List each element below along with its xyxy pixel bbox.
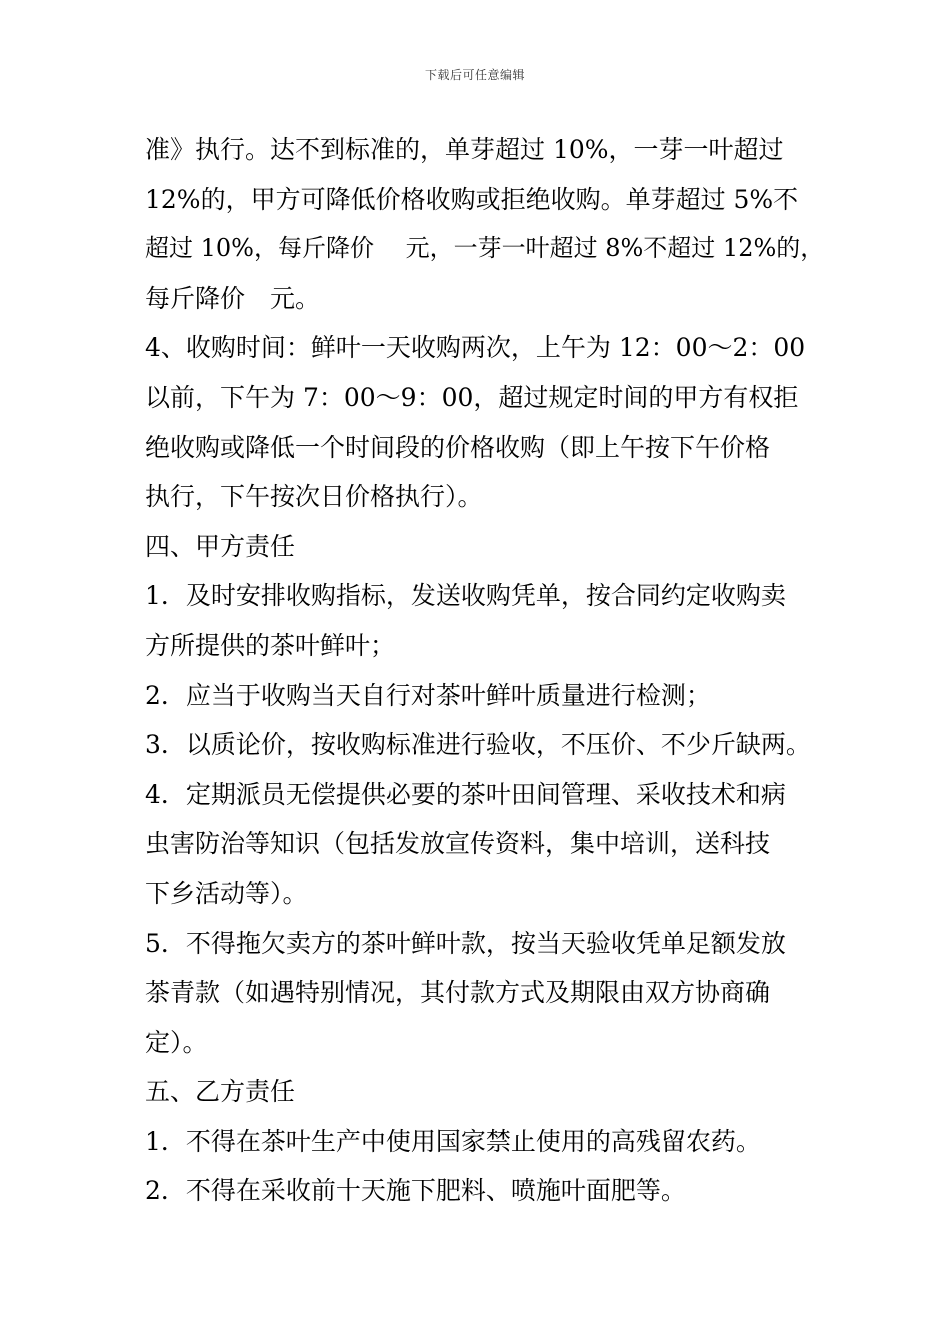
text-line: 准》执行。达不到标准的，单芽超过 10%，一芽一叶超过 [145,135,784,164]
text-line: 1．不得在茶叶生产中使用国家禁止使用的高残留农药。 [145,1126,761,1156]
text-line: 4．定期派员无偿提供必要的茶叶田间管理、采收技术和病 [145,779,786,809]
page-header: 下载后可任意编辑 [424,68,525,82]
text-line: 以前，下午为 7：00～9：00，超过规定时间的甲方有权拒 [145,382,799,412]
text-line: 5．不得拖欠卖方的茶叶鲜叶款，按当天验收凭单足额发放 [145,928,786,958]
document-body [145,125,825,1216]
text-line: 绝收购或降低一个时间段的价格收购（即上午按下午价格 [145,432,771,462]
text-line: 1．及时安排收购指标，发送收购凭单，按合同约定收购卖 [145,581,786,611]
text-line: 2．不得在采收前十天施下肥料、喷施叶面肥等。 [145,1176,686,1206]
text-line: 执行，下午按次日价格执行）。 [145,482,483,512]
text-line: 茶青款（如遇特别情况，其付款方式及期限由双方协商确 [145,978,771,1008]
text-line: 12%的，甲方可降低价格收购或拒绝收购。单芽超过 5%不 [145,184,799,214]
text-line: 4、收购时间：鲜叶一天收购两次，上午为 12：00～2：00 [145,333,806,363]
text-line: 四、甲方责任 [145,531,296,561]
text-line: 每斤降价 元。 [145,283,321,313]
text-line: 方所提供的茶叶鲜叶； [145,630,396,660]
text-line: 超过 10%，每斤降价 元，一芽一叶超过 8%不超过 12%的， [145,234,825,263]
text-line: 2．应当于收购当天自行对茶叶鲜叶质量进行检测； [145,680,711,710]
text-line: 五、乙方责任 [145,1077,296,1107]
text-line: 3．以质论价，按收购标准进行验收，不压价、不少斤缺两。 [145,730,811,760]
text-line: 下乡活动等）。 [145,878,308,908]
text-line: 定）。 [145,1027,208,1057]
text-line: 虫害防治等知识（包括发放宣传资料，集中培训，送科技 [145,829,771,859]
